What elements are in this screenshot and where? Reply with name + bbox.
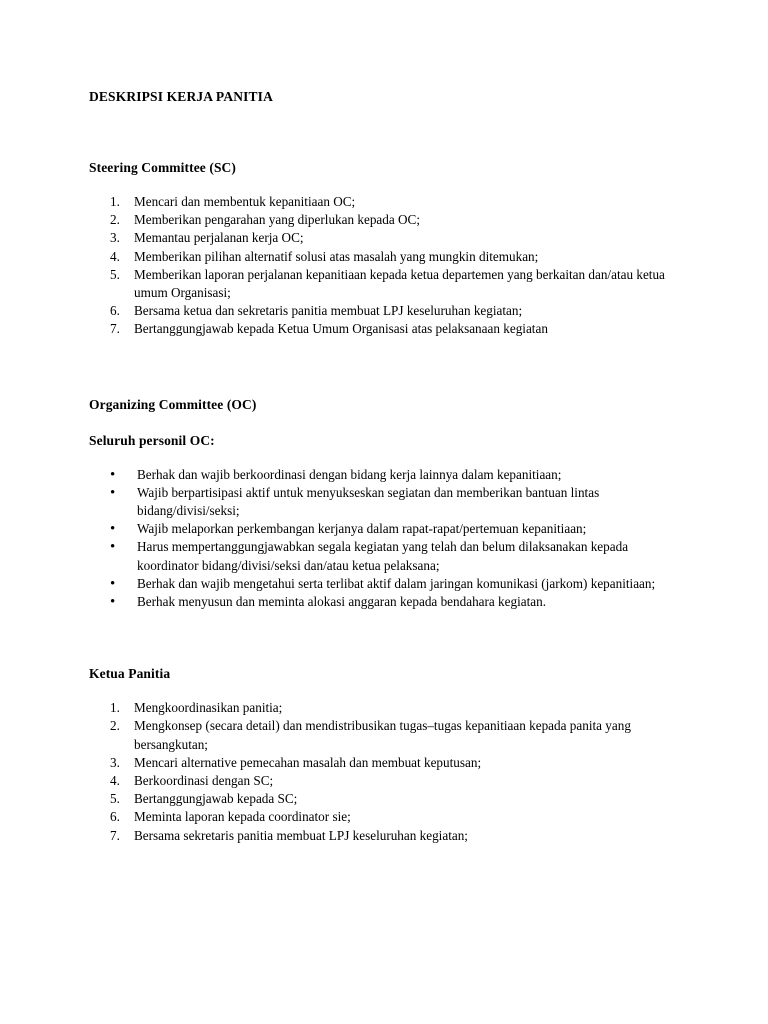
- list-item: [89, 520, 681, 538]
- list-item-text: Mengkoordinasikan panitia;: [134, 700, 283, 716]
- list-item: [89, 320, 681, 338]
- list-marker: 5.: [110, 266, 120, 282]
- list-item-text: Mencari dan membentuk kepanitiaan OC;: [134, 194, 356, 209]
- list-item: [89, 754, 681, 772]
- spacer: [89, 611, 681, 665]
- section-heading-steering-committee: Steering Committee (SC): [89, 160, 237, 175]
- list-marker: 4.: [110, 248, 120, 264]
- list-marker: 2.: [110, 212, 120, 228]
- list-item-text: Berhak dan wajib berkoordinasi dengan bidang kerja lainnya dalam kepanitiaan;: [137, 466, 562, 482]
- page-title: DESKRIPSI KERJA PANITIA: [89, 89, 273, 104]
- list-marker: 5.: [110, 791, 120, 807]
- list-item: [89, 538, 681, 574]
- list-item: [89, 575, 681, 593]
- list-item-text: Berhak dan wajib mengetahui serta terlibat aktif dalam jaringan komunikasi (jarkom) kepanitiaan;: [137, 575, 656, 591]
- list-item: [89, 827, 681, 845]
- section-heading-ketua-panitia: Ketua Panitia: [89, 666, 171, 682]
- list-item: [89, 302, 681, 320]
- list-item: [89, 211, 681, 229]
- list-item: [89, 699, 681, 717]
- bullet-icon: •: [110, 521, 116, 538]
- list-marker: 7.: [110, 827, 120, 843]
- list-marker: 1.: [110, 194, 120, 209]
- list-item-text: Memberikan laporan perjalanan kepanitiaan kepada ketua departemen yang berkaitan dan/atau ketua umum Organisasi;: [134, 266, 665, 301]
- list-marker: 7.: [110, 321, 120, 337]
- list-marker: 6.: [110, 303, 120, 319]
- bullet-icon: •: [110, 539, 116, 556]
- spacer: [89, 413, 681, 432]
- list-item-text: Memberikan pengarahan yang diperlukan kepada OC;: [134, 212, 420, 228]
- list-item-text: Wajib melaporkan perkembangan kerjanya dalam rapat-rapat/pertemuan kepanitiaan;: [137, 521, 587, 537]
- organizing-committee-list: [89, 466, 681, 612]
- list-item-text: Bertanggungjawab kepada Ketua Umum Organisasi atas pelaksanaan kegiatan: [134, 321, 548, 337]
- list-item: [89, 808, 681, 826]
- list-marker: 3.: [110, 754, 120, 770]
- list-item-text: Berkoordinasi dengan SC;: [134, 773, 274, 789]
- spacer: [89, 176, 681, 193]
- list-marker: 1.: [110, 700, 120, 716]
- list-item: [89, 593, 681, 611]
- list-item: [89, 717, 681, 753]
- list-item-text: Harus mempertanggungjawabkan segala kegiatan yang telah dan belum dilaksanakan kepada koordinator bidang/divisi/seksi dan/atau ketua pelaksana;: [137, 539, 629, 573]
- list-marker: 2.: [110, 718, 120, 734]
- document-body: [89, 88, 681, 845]
- list-item: [89, 484, 681, 520]
- list-item-text: Memantau perjalanan kerja OC;: [134, 230, 304, 246]
- list-item: [89, 248, 681, 266]
- list-item: [89, 266, 681, 302]
- list-item: [89, 790, 681, 808]
- bullet-icon: •: [110, 466, 116, 483]
- list-item: [89, 229, 681, 247]
- list-item-text: Bersama ketua dan sekretaris panitia membuat LPJ keseluruhan kegiatan;: [134, 303, 523, 319]
- ketua-panitia-list: [89, 699, 681, 845]
- list-item-text: Mencari alternative pemecahan masalah dan membuat keputusan;: [134, 754, 482, 770]
- list-item-text: Wajib berpartisipasi aktif untuk menyukseskan segiatan dan memberikan bantuan lintas bidang/divisi/seksi;: [137, 484, 600, 519]
- spacer: [89, 105, 681, 159]
- bullet-icon: •: [110, 575, 116, 592]
- list-marker: 3.: [110, 230, 120, 246]
- bullet-icon: •: [110, 484, 116, 501]
- list-item-text: Mengkonsep (secara detail) dan mendistribusikan tugas–tugas kepanitiaan kepada panita yang bersangkutan;: [134, 718, 631, 752]
- list-item-text: Memberikan pilihan alternatif solusi atas masalah yang mungkin ditemukan;: [134, 248, 539, 264]
- spacer: [89, 339, 681, 396]
- list-marker: 4.: [110, 773, 120, 789]
- list-item-text: Berhak menyusun dan meminta alokasi anggaran kepada bendahara kegiatan.: [137, 594, 547, 610]
- list-item-text: Meminta laporan kepada coordinator sie;: [134, 809, 351, 825]
- spacer: [89, 449, 681, 466]
- list-item-text: Bertanggungjawab kepada SC;: [134, 791, 298, 807]
- subheading-seluruh-personil-oc: Seluruh personil OC:: [89, 432, 215, 448]
- list-marker: 6.: [110, 809, 120, 825]
- list-item: [89, 772, 681, 790]
- list-item: [89, 193, 681, 211]
- section-heading-organizing-committee: Organizing Committee (OC): [89, 396, 257, 412]
- list-item: [89, 466, 681, 484]
- spacer: [89, 682, 681, 699]
- steering-committee-list: [89, 193, 681, 339]
- bullet-icon: •: [110, 594, 116, 611]
- list-item-text: Bersama sekretaris panitia membuat LPJ keseluruhan kegiatan;: [134, 827, 468, 843]
